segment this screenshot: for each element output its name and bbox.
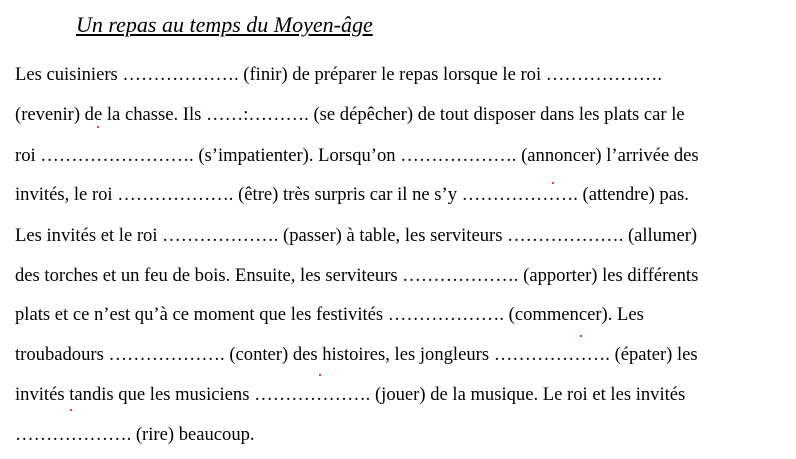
worksheet-title: Un repas au temps du Moyen-âge	[76, 12, 373, 37]
exercise-line-3: roi ……………………. (s’impatienter). Lorsqu’on ………………. (annoncer) l’arrivée des	[15, 145, 699, 166]
exercise-line-4: invités, le roi ………………. (être) très surpris car il ne s’y ………………. (attendre) pas.	[15, 184, 689, 205]
red-mark	[580, 335, 582, 337]
exercise-line-6: des torches et un feu de bois. Ensuite, les serviteurs ………………. (apporter) les différents	[15, 265, 699, 286]
exercise-line-7: plats et ce n’est qu’à ce moment que les festivités ………………. (commencer). Les	[15, 304, 644, 325]
exercise-line-10: ………………. (rire) beaucoup.	[15, 424, 255, 445]
red-mark	[552, 182, 554, 184]
exercise-line-8: troubadours ………………. (conter) des histoires, les jongleurs ………………. (épater) les	[15, 344, 698, 365]
exercise-line-9: invités tandis que les musiciens ………………. (jouer) de la musique. Le roi et les invités	[15, 384, 686, 405]
red-mark	[319, 374, 321, 376]
exercise-line-5: Les invités et le roi ………………. (passer) à table, les serviteurs ………………. (allumer)	[15, 225, 698, 246]
exercise-line-1: Les cuisiniers ………………. (finir) de préparer le repas lorsque le roi ……………….	[15, 64, 662, 85]
exercise-line-2: (revenir) de la chasse. Ils ……:………. (se dépêcher) de tout disposer dans les plats car le	[15, 104, 685, 125]
red-mark	[97, 126, 99, 128]
red-mark	[70, 409, 72, 411]
